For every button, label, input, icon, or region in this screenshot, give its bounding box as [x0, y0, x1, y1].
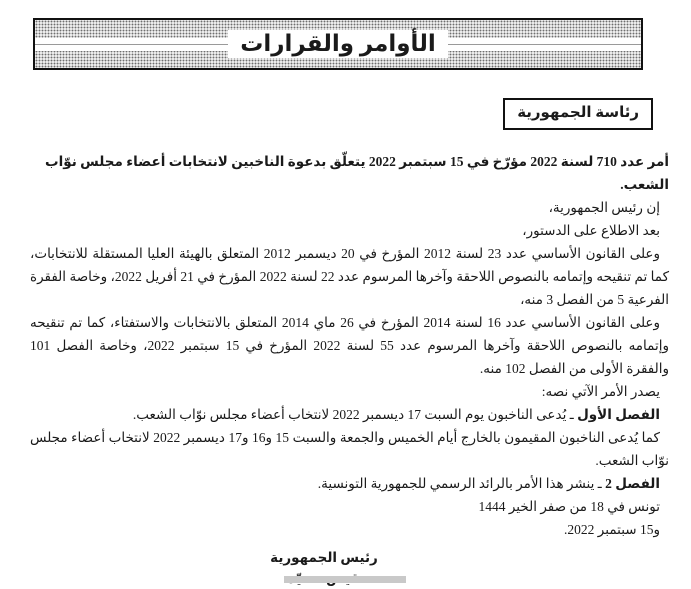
banner-rule-right: [448, 38, 641, 51]
article-2-text: ينشر هذا الأمر بالرائد الرسمي للجمهورية التونسية.: [317, 476, 595, 491]
decree-title: أمر عدد 710 لسنة 2022 مؤرّخ في 15 سبتمبر 2022 يتعلّق بدعوة الناخبين لانتخابات أعضاء مجلس نوّاب الشعب.: [45, 154, 669, 192]
decree-body: [30, 150, 669, 589]
signature-title: رئيس الجمهورية: [270, 550, 378, 565]
article-1: [30, 403, 669, 426]
article-2: [30, 472, 669, 495]
article-2-label: الفصل 2: [605, 476, 660, 491]
page-footer-artifact: [284, 576, 406, 583]
date-gregorian: و15 سبتمبر 2022.: [564, 522, 660, 537]
section-banner-title: الأوامر والقرارات: [228, 30, 447, 58]
article-1-separator: ـ: [569, 407, 574, 422]
article-1-label: الفصل الأول: [577, 407, 660, 422]
article-1-continuation: كما يُدعى الناخبون المقيمون بالخارج أيام الخميس والجمعة والسبت 15 و16 و17 ديسمبر 2022 لانتخاب أعضاء مجلس نوّاب الشعب.: [30, 430, 669, 468]
gazette-page: [0, 18, 691, 583]
enactment-clause: يصدر الأمر الآتي نصه:: [541, 384, 660, 399]
issuer-box: رئاسة الجمهورية: [503, 98, 653, 130]
consideration-constitution: بعد الاطلاع على الدستور،: [522, 223, 660, 238]
consideration-law-2012: وعلى القانون الأساسي عدد 23 لسنة 2012 المؤرخ في 20 ديسمبر 2012 المتعلق بالهيئة العليا المستقلة للانتخابات، كما تم تنقيحه وإتمامه بالنصوص اللاحقة وآخرها المرسوم عدد 22 لسنة 2022 المؤرخ في 21 أفريل 2022، وخاصة الفقرة الفرعية 5 من الفصل 3 منه،: [30, 246, 669, 307]
place-date-hijri: تونس في 18 من صفر الخير 1444: [478, 499, 660, 514]
consideration-law-2014: وعلى القانون الأساسي عدد 16 لسنة 2014 المؤرخ في 26 ماي 2014 المتعلق بالانتخابات والاستفتاء، كما تم تنقيحه وإتمامه بالنصوص اللاحقة وآخرها المرسوم عدد 55 لسنة 2022 المؤرخ في 15 سبتمبر 2022، وخاصة الفصل 101 والفقرة الأولى من الفصل 102 منه.: [30, 315, 669, 376]
decree-intro: إن رئيس الجمهورية،: [548, 200, 660, 215]
banner-rule-left: [35, 38, 228, 51]
section-banner: [33, 18, 643, 70]
article-2-separator: ـ: [597, 476, 602, 491]
article-1-text: يُدعى الناخبون يوم السبت 17 ديسمبر 2022 لانتخاب أعضاء مجلس نوّاب الشعب.: [132, 407, 567, 422]
